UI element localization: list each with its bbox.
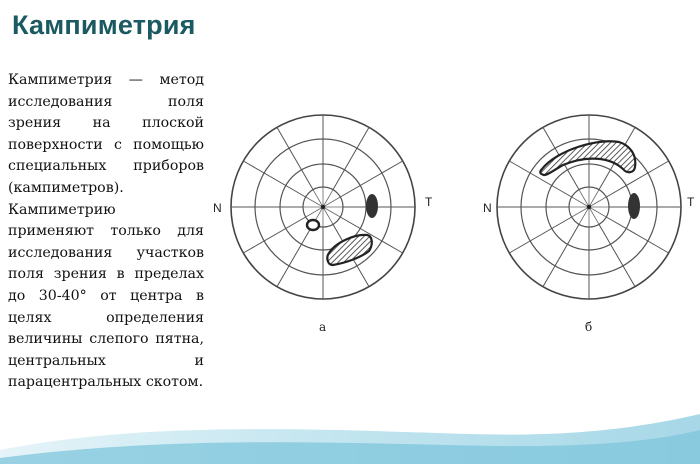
description-paragraph-1: Кампиметрия — метод исследования поля зрения на плоской поверхности с помощью специальных приборов (кампиметров). xyxy=(8,72,204,196)
meridian-line xyxy=(606,161,668,197)
meridian-line xyxy=(340,161,402,197)
meridian-line xyxy=(243,217,305,253)
description-text xyxy=(8,70,204,394)
slide-title: Кампиметрия xyxy=(12,10,196,40)
figure-label-a: а xyxy=(319,320,327,334)
description-paragraph-2: Кампиметрию применяют только для исследования участков поля зрения в пределах до 30-40° от центра в целях определения величины слепого пятна, центральных и парацентральных скотом. xyxy=(8,201,204,391)
nasal-label: N xyxy=(213,201,222,215)
meridian-line xyxy=(277,224,313,286)
fixation-point xyxy=(587,205,591,209)
nasal-label: N xyxy=(483,201,492,215)
meridian-line xyxy=(606,217,668,253)
decorative-wave xyxy=(0,400,700,464)
meridian-line xyxy=(333,127,369,189)
meridian-line xyxy=(599,224,635,286)
blind-spot xyxy=(366,194,378,218)
fixation-point xyxy=(321,205,325,209)
campimetry-diagrams xyxy=(205,95,700,345)
temporal-label: T xyxy=(687,195,695,209)
field-chart-b xyxy=(483,115,695,334)
temporal-label: T xyxy=(425,195,433,209)
meridian-line xyxy=(543,224,579,286)
figure-label-b: б xyxy=(585,320,593,334)
paracentral-scotoma xyxy=(307,220,319,230)
field-chart-a xyxy=(213,115,433,334)
blind-spot xyxy=(628,193,640,219)
meridian-line xyxy=(243,161,305,197)
meridian-line xyxy=(509,217,571,253)
meridian-line xyxy=(277,127,313,189)
